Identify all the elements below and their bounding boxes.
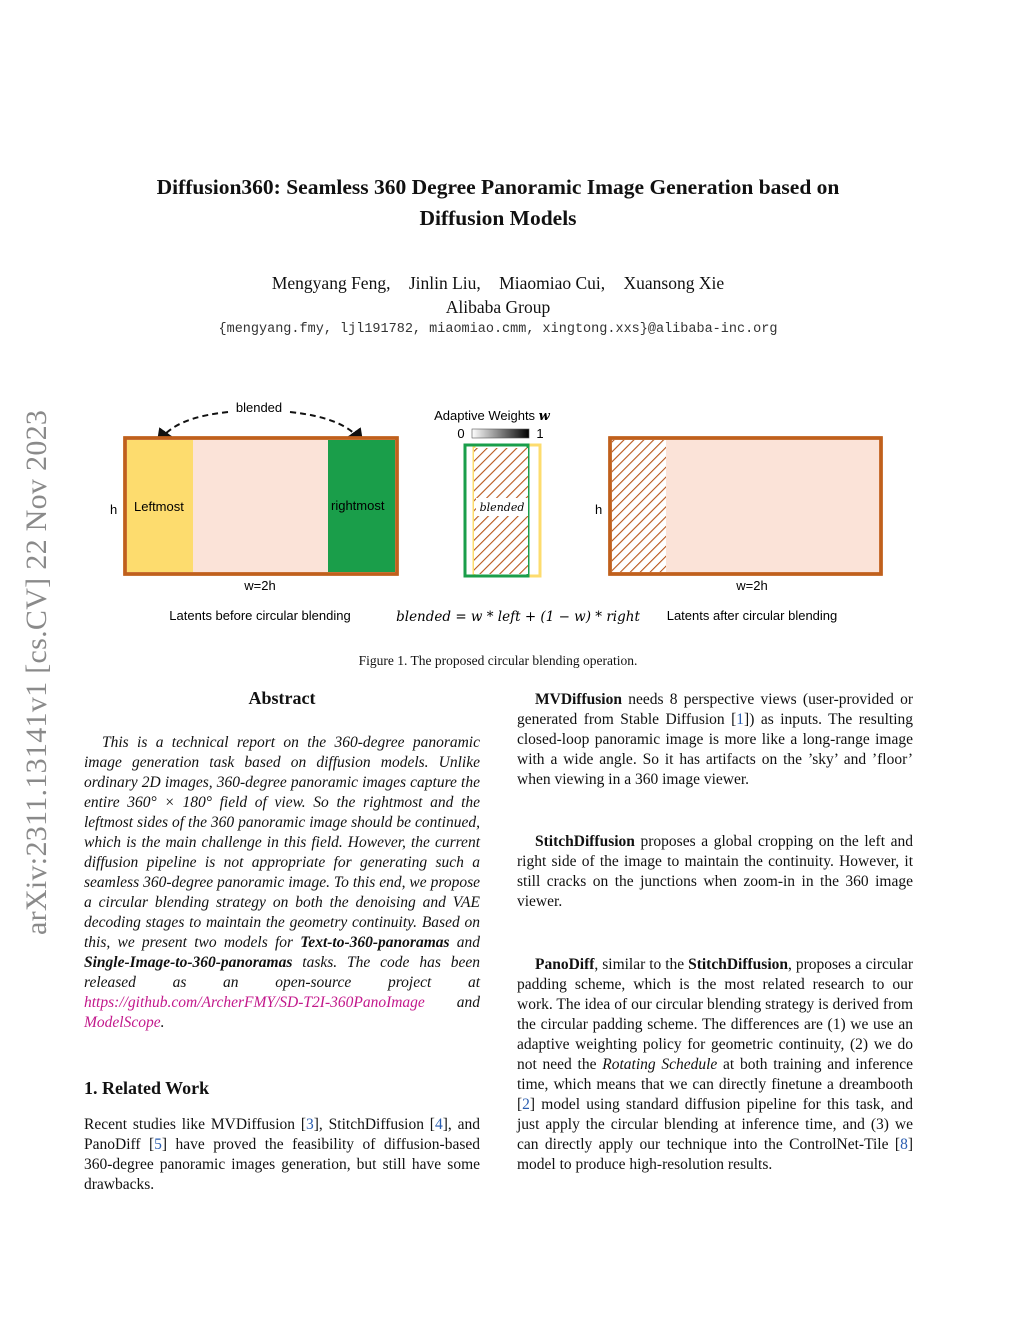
adaptive-weights-label [434, 408, 551, 424]
weight-colorbar [472, 429, 529, 438]
height-label: h [110, 502, 118, 517]
title-line-2: Diffusion Models [419, 206, 577, 230]
figure-caption: Figure 1. The proposed circular blending operation. [358, 653, 638, 668]
paragraph-stitchdiffusion [517, 832, 913, 912]
text-part: ], StitchDiffusion [ [313, 1116, 435, 1133]
scale-min-label: 0 [457, 426, 465, 441]
author: Miaomiao Cui, [499, 273, 606, 293]
adaptive-weights-symbol: w [538, 409, 550, 424]
text-part: , similar to the [594, 956, 689, 973]
blending-diagram [0, 380, 1024, 640]
text-part: proposes a global cropping on the left and right side of the image to maintain the continuity. However, it still cracks on the junctions when zoom-in in the 360 image viewer. [517, 833, 913, 910]
rightmost-label: rightmost [331, 498, 385, 513]
after-label: Latents after circular blending [666, 608, 838, 623]
text-part: ]) as inputs. The resulting closed-loop panoramic image is more like a long-range image with a wide angle. So it has artifacts on the ’sky’ and ’floor’ when viewing in a 360 image viewer. [517, 711, 913, 788]
height-label: h [595, 502, 603, 517]
citation-link[interactable]: 3 [306, 1116, 314, 1133]
blended-left-region [612, 440, 666, 572]
citation-link[interactable]: 2 [522, 1096, 530, 1113]
leftmost-label: Leftmost [134, 499, 184, 514]
paper-title [60, 172, 936, 234]
adaptive-weights-text: Adaptive Weights [434, 408, 539, 423]
method-name: StitchDiffusion [535, 833, 635, 850]
abstract-part: and [449, 934, 481, 951]
text-part: at both training and inference time, which means that we can directly finetune a dreambooth [ [517, 1056, 913, 1113]
section-heading-related-work: 1. Related Work [84, 1078, 210, 1098]
citation-link[interactable]: 8 [900, 1136, 908, 1153]
figure-circular-blending [0, 380, 1024, 640]
paragraph-panodiff [517, 955, 913, 1175]
scale-max-label: 1 [536, 426, 544, 441]
blended-center-label: blended [479, 501, 525, 514]
citation-link[interactable]: 1 [736, 711, 745, 728]
author: Xuansong Xie [623, 273, 725, 293]
related-work-text [84, 1115, 480, 1195]
text-part: , proposes a circular padding scheme, which is the most related research to our work. The idea of our circular blending strategy is derived from the circular padding scheme. The differences are (1) we use an adaptive weighting policy for geometric continuity, (2) we do not need the [517, 956, 913, 1073]
author: Jinlin Liu, [408, 273, 481, 293]
author-emails: {mengyang.fmy, ljl191782, miaomiao.cmm, xingtong.xxs}@alibaba-inc.org [218, 322, 778, 337]
blend-arrow-left [160, 412, 228, 440]
text-part: Recent studies like MVDiffusion [ [84, 1116, 307, 1133]
github-link[interactable]: https://github.com/ArcherFMY/SD-T2I-360PanoImage [84, 994, 425, 1011]
width-label: w=2h [244, 578, 276, 593]
paragraph-mvdiffusion [517, 690, 913, 790]
abstract-part: . [160, 1014, 165, 1031]
text-part: ], and PanoDiff [ [84, 1116, 481, 1153]
citation-link[interactable]: 5 [154, 1136, 162, 1153]
method-name: StitchDiffusion [688, 956, 788, 973]
blended-arrow-label: blended [235, 400, 283, 415]
title-line-1: Diffusion360: Seamless 360 Degree Panoramic Image Generation based on [156, 175, 840, 199]
citation-link[interactable]: 4 [434, 1116, 443, 1133]
text-part: needs 8 perspective views (user-provided or generated from Stable Diffusion [ [517, 691, 913, 728]
method-name: MVDiffusion [535, 691, 622, 708]
before-label: Latents before circular blending [169, 608, 351, 623]
method-name: PanoDiff [535, 956, 595, 973]
affiliation: Alibaba Group [445, 297, 551, 317]
arxiv-identifier: arXiv:2311.13141v1 [cs.CV] 22 Nov 2023 [20, 409, 53, 935]
author-list [60, 271, 936, 295]
emphasis: Rotating Schedule [602, 1056, 718, 1073]
author: Mengyang Feng, [271, 273, 391, 293]
text-part: ] have proved the feasibility of diffusion-based 360-degree panoramic images generation, but still have some drawbacks. [84, 1136, 480, 1193]
abstract-heading: Abstract [248, 688, 316, 708]
model-name: Text-to-360-panoramas [300, 934, 450, 951]
model-name: Single-Image-to-360-panoramas [84, 954, 293, 971]
modelscope-link[interactable]: ModelScope [84, 1014, 161, 1031]
abstract-text [84, 733, 480, 1033]
blend-arrow-right [290, 412, 360, 440]
blending-formula: blended = w * left + (1 − w) * right [396, 609, 640, 625]
abstract-part: and [424, 994, 480, 1011]
abstract-part: This is a technical report on the 360-degree panoramic image generation task based on diffusion models. Unlike ordinary 2D images, 360-degree panoramic images capture the entire 360° × 180° field of view. So the rightmost and the leftmost sides of the 360 panoramic image should be continued, which is the main challenge in this field. However, the current diffusion pipeline is not appropriate for generating such a seamless 360-degree panoramic image. To this end, we propose a circular blending strategy on both the denoising and VAE decoding stages to maintain the geometry continuity. Based on this, we present two models for [84, 734, 480, 951]
text-part: ] model using standard diffusion pipeline for this task, and just apply the circular blending at inference time, and (3) we can directly apply our technique into the ControlNet-Tile [ [517, 1096, 913, 1153]
abstract-part: tasks. The code has been released as an open-source project at [84, 954, 480, 991]
text-part: ] model to produce high-resolution results. [517, 1136, 913, 1173]
width-label: w=2h [736, 578, 768, 593]
